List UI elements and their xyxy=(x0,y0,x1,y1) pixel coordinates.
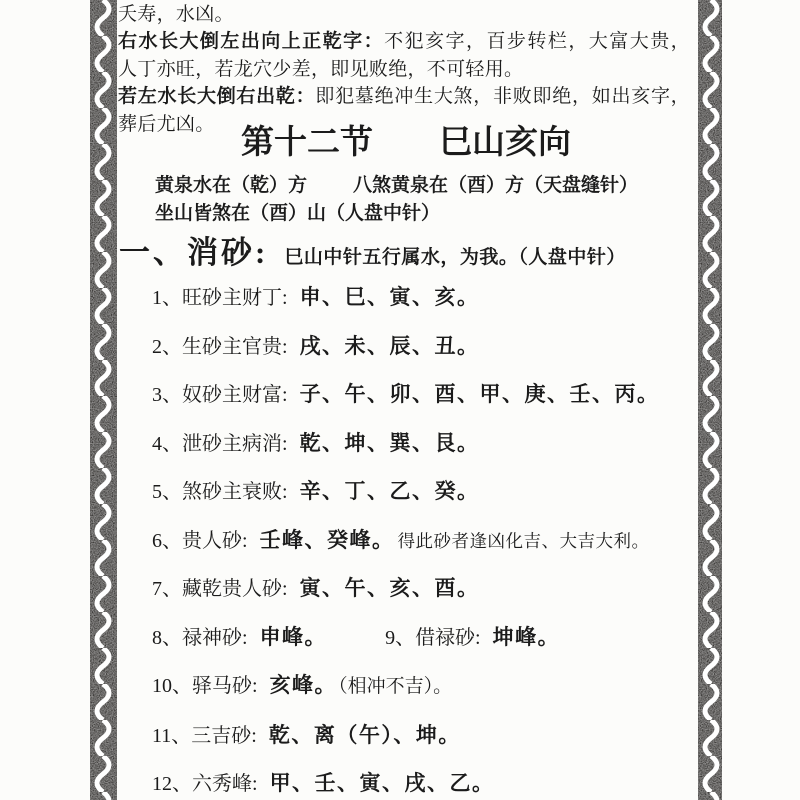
item-label: 泄砂主病消: xyxy=(182,432,288,455)
list-item xyxy=(385,625,560,650)
paragraph-text: 即犯墓绝冲生大煞，非败即绝，如出亥字， xyxy=(315,86,690,108)
paragraph-line: 葬后尤凶。 xyxy=(118,113,215,135)
item-label: 借禄砂: xyxy=(415,626,481,649)
item-number: 2、 xyxy=(152,335,182,358)
item-value: 亥峰。 xyxy=(269,673,338,697)
item-value: 坤峰。 xyxy=(492,624,561,649)
decorative-wave-border-right xyxy=(698,0,722,800)
list-item xyxy=(152,285,660,310)
item-value: 申峰。 xyxy=(259,624,328,649)
item-number: 3、 xyxy=(152,384,182,406)
item-value: 乾、离（午）、坤。 xyxy=(268,722,461,747)
subtitle-huangquan: 黄泉水在（乾）方 xyxy=(155,175,308,196)
paragraph-lead: 若左水长大倒右出乾： xyxy=(118,86,316,108)
item-value: 甲、壬、寅、戌、乙。 xyxy=(269,771,495,795)
item-value: 申、巳、寅、亥。 xyxy=(299,285,480,309)
list-item xyxy=(152,431,660,456)
chapter-title: 第十二节 巳山亥向 xyxy=(241,125,571,161)
item-value: 戌、未、辰、丑。 xyxy=(299,333,480,358)
item-label: 煞砂主衰败: xyxy=(182,481,288,503)
list-item xyxy=(152,576,660,601)
item-number: 11、 xyxy=(152,724,192,747)
item-value: 子、午、卯、酉、甲、庚、壬、丙。 xyxy=(299,382,660,406)
paragraph-line: 人丁亦旺，若龙穴少差，即见败绝，不可轻用。 xyxy=(118,58,524,80)
section-name: 消砂: xyxy=(187,235,269,270)
sha-list xyxy=(152,285,660,800)
item-number: 10、 xyxy=(152,675,192,697)
list-item xyxy=(152,334,660,359)
item-number: 1、 xyxy=(152,287,182,309)
item-number: 12、 xyxy=(152,773,192,795)
paragraph-line xyxy=(118,83,690,110)
item-label: 生砂主官贵: xyxy=(182,335,288,358)
paragraph-line: 夭寿，水凶。 xyxy=(118,4,234,25)
list-item xyxy=(152,771,660,796)
subtitle-line-2: 坐山皆煞在（酉）山（人盘中针） xyxy=(155,203,441,224)
paragraph-lead: 右水长大倒左出向上正乾字： xyxy=(118,31,385,53)
list-item xyxy=(152,528,660,553)
list-item xyxy=(152,382,660,407)
item-label: 藏乾贵人砂: xyxy=(182,578,288,600)
list-item xyxy=(152,723,660,748)
item-label: 六秀峰: xyxy=(192,773,258,795)
item-number: 4、 xyxy=(152,432,182,455)
item-value: 壬峰、癸峰。 xyxy=(259,527,395,552)
item-note: 得此砂者逢凶化吉、大吉大利。 xyxy=(397,530,650,551)
list-item xyxy=(152,479,660,504)
item-value: 乾、坤、巽、艮。 xyxy=(299,430,480,455)
section-description: 巳山中针五行属水，为我。（人盘中针） xyxy=(284,247,626,268)
list-item xyxy=(152,673,660,699)
decorative-wave-border-left xyxy=(90,0,117,800)
item-label: 旺砂主财丁: xyxy=(182,287,288,309)
item-number: 9、 xyxy=(385,626,416,649)
section-heading xyxy=(119,227,626,272)
item-label: 三吉砂: xyxy=(191,724,257,747)
subtitle-basha: 八煞黄泉在（酉）方（天盘缝针） xyxy=(353,175,639,196)
item-value: 寅、午、亥、酉。 xyxy=(299,576,480,600)
item-label: 禄神砂: xyxy=(182,626,248,649)
item-label: 奴砂主财富: xyxy=(182,384,288,406)
item-label: 驿马砂: xyxy=(192,675,258,697)
item-number: 8、 xyxy=(152,626,182,649)
section-number: 一、 xyxy=(119,235,187,270)
item-number: 5、 xyxy=(152,481,182,503)
item-value: 辛、丁、乙、癸。 xyxy=(299,479,480,503)
item-note: （相冲不吉）。 xyxy=(338,676,453,697)
list-item-pair xyxy=(152,625,660,650)
list-item xyxy=(152,625,327,650)
paragraph-line xyxy=(118,28,690,55)
item-label: 贵人砂: xyxy=(182,529,248,552)
subtitle-line-1 xyxy=(155,170,638,197)
paragraph-text: 不犯亥字，百步转栏，大富大贵， xyxy=(384,31,690,53)
intro-paragraphs xyxy=(118,1,690,138)
item-number: 6、 xyxy=(152,529,182,552)
item-number: 7、 xyxy=(152,578,182,600)
